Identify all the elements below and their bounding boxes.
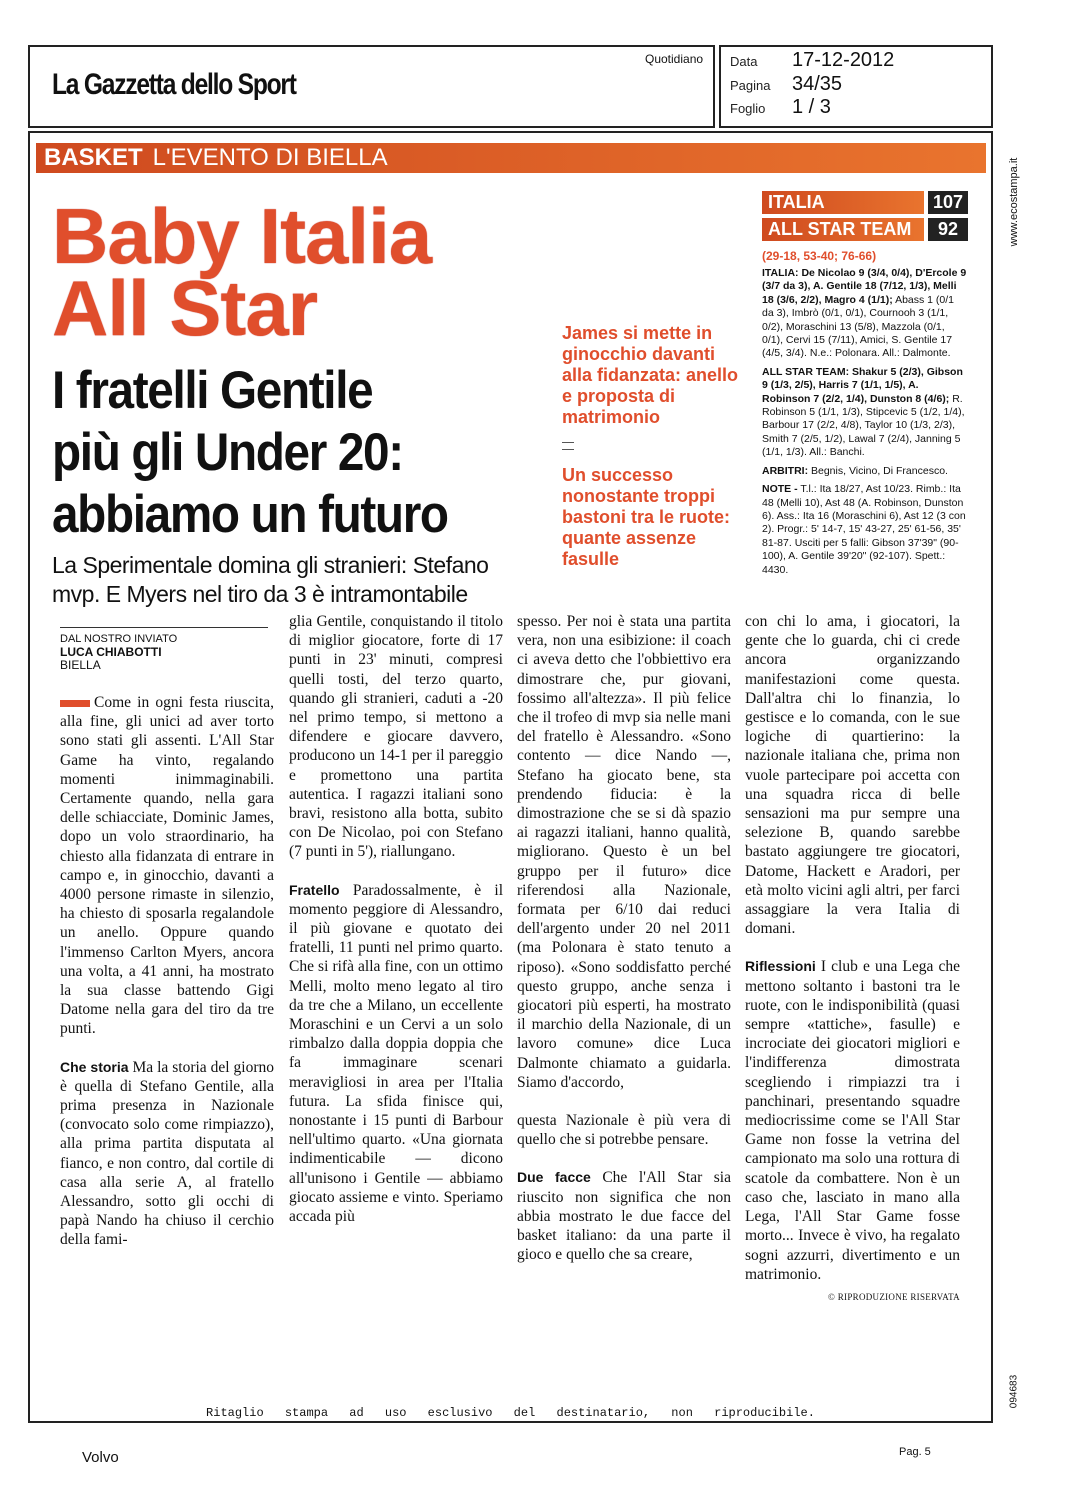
paragraph-gap <box>517 1149 731 1168</box>
data-value: 17-12-2012 <box>792 49 895 71</box>
clipping-code: 094683 <box>1008 1374 1020 1409</box>
col3-text-1: spesso. Per noi è stata una partita vera, non una esibizione: il coach ci aveva detto che l'obbiettivo era dimostrare che, pur giovani, fossimo all'altezza». Il più felice che il trofeo di mvp sia nelle mani del fratello è Alessandro. «Sono contento — dice Nando —, Stefano ha giocato bene, sta prendendo fiducia: è la dimostrazione che se si dà spazio ai ragazzi italiani, hanno qualità, migliorano. Questo è un bel gruppo per il futuro» dice riferendosi alla Nazionale, formata per 6/10 dai reduci dell'argento under 20 nel 2011 (ma Polonara è stato tenuto a riposo). «Sono soddisfatto perché questo gruppo, anche senza i giocatori più esperti, ha mostrato il marchio della Nazionale, di un lavoro comune» dice Luca Dalmonte chiamato a guidarla. Siamo d'accordo, <box>517 613 731 1091</box>
headline-black-2: più gli Under 20: <box>52 423 403 482</box>
kicker-fratello: Fratello <box>289 881 340 898</box>
score-row-italia <box>762 191 968 214</box>
article-column-3 <box>517 612 731 1265</box>
referees-label: ARBITRI: <box>762 464 809 477</box>
ecostampa-watermark: www.ecostampa.it <box>1008 157 1020 247</box>
headline-red-1: Baby Italia <box>52 192 432 280</box>
italia-bench: Abass 1 (0/1 da 3), Imbrò (0/1, 0/1), Cournooh 3 (1/1, 0/2), Moraschini 13 (5/8), Mazzola (0/1, 0/1), Cervi 15 (7/11), Amici, S. Gentile 17 (4/5, 3/4). N.e.: Polonara. All.: Dalmonte. <box>762 293 955 360</box>
allstar-starters: ALL STAR TEAM: Shakur 5 (2/3), Gibson 9 (1/3, 2/5), Harris 7 (1/1, 1/5), A. Robinson 7 (2/2, 1/4), Dunston 8 (4/6); <box>762 365 963 405</box>
italia-starters: ITALIA: De Nicolao 9 (3/4, 0/4), D'Ercole 9 (3/7 da 3), A. Gentile 18 (7/12, 1/3), Melli 18 (3/6, 2/2), Magro 4 (1/1); <box>762 267 967 306</box>
col3-text-2: Che l'All Star sia riuscito non significa che non abbia mostrato le due facce del basket italiano: da una parte il gioco e quello che sa creare, <box>517 1169 731 1264</box>
byline-rule <box>60 627 268 628</box>
score-italia: 107 <box>928 191 968 214</box>
col3-paragraph-1 <box>517 612 731 1092</box>
col2-paragraph-2 <box>289 881 503 1227</box>
col4-text-1: con chi lo ama, i giocatori, la gente che lo guarda, chi ci crede ancora organizzando manifestazioni come questa. Dall'altra chi lo finanzia, lo gestisce e lo comanda, con le sue logiche di quartierino: la nazionale italiana che, prima non vuole partecipare poi accetta con una squadra ricca di belle sensazioni ma pur sempre una selezione B, quando sarebbe bastato aggiungere tre giocatori, Datome, Hackett e Aradori, per età molto vicini agli altri, per farci assaggiare la vera Italia di domani. <box>745 613 960 938</box>
notes-label: NOTE - <box>762 483 798 496</box>
kicker-che-storia: Che storia <box>60 1058 129 1075</box>
col1-paragraph-2 <box>60 1058 274 1250</box>
referees-names: Begnis, Vicino, Di Francesco. <box>811 464 948 477</box>
score-allstar: 92 <box>928 218 968 241</box>
col3-paragraph-1b <box>517 1111 731 1149</box>
paragraph-gap <box>517 1092 731 1111</box>
col4-text-2: I club e una Lega che mettono soltanto i bastoni tra le ruote, con le indisponibilità (quasi sempre «tattiche», fasulle) e incrociate dei giocatori migliori e l'indifferenza dimostrata scegliendo i rimpiazzi tra i panchinari, presentando squadre mediocrissime come se l'All Star Game non fosse la vetrina del campionato ma solo una rottura di scatole da combattere. Non è un caso che, lasciato in mano alla Lega, l'All Star Game fosse morto... Invece è vivo, ha regalato sogni azzurri, divertimento e un matrimonio. <box>745 958 961 1283</box>
col2-text-2: Paradossalmente, è il momento peggiore di Alessandro, il più giovane e quotato dei fratelli, 11 punti nel primo quarto. Che si rifà alla fine, con un ottimo Melli, molto meno legato al tiro da tre che a Milano, un eccellente Moraschini e un Cervi a un solo rimbalzo dalla doppia doppia che fa immaginare scenari meravigliosi in area per l'Italia futura. La sfida finisce qui, nonostante i 15 punti di Barbour nell'ultimo quarto. «Una giornata indimenticabile — dicono all'unisono i Gentile — abbiamo giocato assieme e vinto. Speriamo accada più <box>289 881 503 1226</box>
col3-text-1b: questa Nazionale è più vera di quello che si potrebbe pensare. <box>517 1112 731 1149</box>
headline-red-2: All Star <box>52 264 318 352</box>
article-column-1 <box>60 693 274 1250</box>
paragraph-gap <box>60 1039 274 1058</box>
publication-type: Quotidiano <box>645 52 704 66</box>
allstar-bench: R. Robinson 5 (1/1, 1/3), Stipcevic 5 (1/2, 1/4), Barbour 17 (2/2, 4/8), Taylor 10 (1/3, 2/3), Smith 7 (2/5, 1/2), Lawal 7 (2/4), Janning 5 (1/1, 1/3). All.: Banchi. <box>762 392 965 459</box>
box-score-stats <box>762 267 968 577</box>
scorebox <box>762 191 968 582</box>
notes-text: T.l.: Ita 18/27, Ast 10/23. Rimb.: Ita 48 (Melli 10), Ast 48 (A. Robinson, Dunston 6). Ass.: Ita 16 (Moraschini 6), Ast 12 (3 con 2). Progr.: 5' 14-7, 15' 43-27, 25' 61-56, 35' 81-87. Usciti per 5 falli: Gibson 37'39" (90-100), A. Gentile 39'20" (92-107). Spett.: 4430. <box>762 483 966 576</box>
pullquote-divider <box>562 442 574 450</box>
section-title: L'EVENTO DI BIELLA <box>152 144 388 171</box>
paragraph-gap <box>745 938 960 957</box>
pagina-value: 34/35 <box>792 73 843 95</box>
col1-text-1: Come in ogni festa riuscita, alla fine, gli unici ad aver torto sono stati gli assenti. L'All Star Game ha vinto, regalando momenti inimmaginabili. Certamente quando, nella gara delle schiacciate, Dominic James, dopo un volo straordinario, ha chiesto alla fidanzata di entrare in campo e, in ginocchio, davanti a 4000 persone rimaste in silenzio, ha chiesto di sposarla regalandole un anello. Oppure quando l'immenso Carlton Myers, ancora una volta, a 41 anni, ha mostrato la sua classe battendo Gigi Datome nella gara del tiro da tre punti. <box>60 694 274 1038</box>
referees <box>762 465 968 478</box>
pullquote-1: James si mette in ginocchio davanti alla fidanzata: anello e proposta di matrimonio <box>562 323 739 427</box>
score-row-allstar <box>762 218 968 241</box>
italia-stats <box>762 267 968 361</box>
article-column-2 <box>289 612 503 1226</box>
col2-paragraph-1 <box>289 612 503 862</box>
copyright-notice: © RIPRODUZIONE RISERVATA <box>828 1291 960 1302</box>
byline-place: BIELLA <box>60 658 101 672</box>
partials: (29-18, 53-40; 76-66) <box>762 249 877 263</box>
col4-paragraph-1 <box>745 612 960 938</box>
col1-paragraph-1 <box>60 693 274 1039</box>
article-column-4 <box>745 612 960 1307</box>
foglio-value: 1 / 3 <box>792 96 831 118</box>
allstar-stats <box>762 366 968 460</box>
usage-notice: Ritaglio stampa ad uso esclusivo del destinatario, non riproducibile. <box>206 1406 815 1420</box>
col4-paragraph-2 <box>745 957 960 1283</box>
headline-black-3: abbiamo un futuro <box>52 485 448 544</box>
foglio-label: Foglio <box>730 101 766 116</box>
team-italia: ITALIA <box>762 191 924 214</box>
byline-label: DAL NOSTRO INVIATO <box>60 633 178 645</box>
paragraph-gap <box>289 862 503 881</box>
dropcap-bar <box>60 700 90 707</box>
footer-client: Volvo <box>82 1449 119 1466</box>
headline-black-1: I fratelli Gentile <box>52 361 373 420</box>
kicker-due-facce: Due facce <box>517 1169 591 1186</box>
col3-paragraph-2 <box>517 1168 731 1264</box>
subheadline: La Sperimentale domina gli stranieri: Stefano mvp. E Myers nel tiro da 3 è intramontabile <box>52 552 489 607</box>
col2-text-1: glia Gentile, conquistando il titolo di miglior giocatore, forte di 17 punti in 23' minuti, compresi quelli tosti, del terzo quarto, quando gli stranieri, caduti a -20 nel primo tempo, si mettono a difendere e giocare davvero, producono un 14-1 per il pareggio e promettono una partita autentica. I ragazzi italiani sono bravi, resistono alla botta, subito con De Nicolao, poi con Stefano (7 punti in 5'), riallungano. <box>289 613 503 861</box>
pagina-label: Pagina <box>730 78 771 93</box>
section-bold: BASKET <box>44 144 143 171</box>
notes <box>762 483 968 577</box>
byline <box>60 633 177 672</box>
col1-text-2: Ma la storia del giorno è quella di Stefano Gentile, alla prima presenza in Nazionale (convocato solo come rimpiazzo), alla prima partita disputata al fianco, e non contro, dal cortile di casa alla serie A, al fratello Alessandro, sotto gli occhi di papà Nando ha chiuso il cerchio della fami- <box>60 1058 274 1249</box>
footer-page: Pag. 5 <box>899 1446 931 1458</box>
data-label: Data <box>730 54 758 69</box>
newspaper-logo: La Gazzetta dello Sport <box>52 68 296 101</box>
kicker-riflessioni: Riflessioni <box>745 958 816 975</box>
team-allstar: ALL STAR TEAM <box>762 218 924 241</box>
byline-author: LUCA CHIABOTTI <box>60 645 162 659</box>
section-bar <box>36 143 986 173</box>
pullquote-2: Un successo nonostante troppi bastoni tra le ruote: quante assenze fasulle <box>562 465 731 569</box>
